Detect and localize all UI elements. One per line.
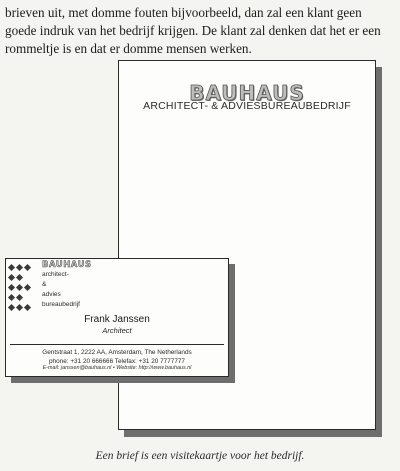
card-tagline-line: &: [42, 281, 47, 288]
card-tagline-line: architect-: [42, 271, 69, 278]
card-address: Gentstraat 1, 2222 AA, Amsterdam, The Netherlands: [42, 349, 192, 356]
card-tagline-line: bureaubedrijf: [42, 301, 80, 308]
card-logo: BAUHAUS: [42, 260, 92, 270]
card-person-role: Architect: [102, 326, 132, 335]
card-address-block: [6, 348, 228, 366]
intro-paragraph: [5, 4, 395, 58]
card-phone: phone: +31 20 666666 Telefax: +31 20 7777777: [49, 358, 185, 365]
card-divider: [10, 344, 224, 345]
diamond-logo-icon: [9, 262, 35, 312]
intro-line: rommeltje is en dat er domme mensen werken.: [5, 41, 252, 56]
intro-line: goede indruk van het bedrijf krijgen. De klant zal denken dat het er een: [5, 23, 381, 38]
card-tagline-line: advies: [42, 291, 61, 298]
figure-caption: Een brief is een visitekaartje voor het bedrijf.: [95, 450, 305, 462]
letterhead-logo: BAUHAUS: [189, 81, 305, 105]
intro-line: brieven uit, met domme fouten bijvoorbeeld, dan zal een klant geen: [5, 5, 362, 20]
letterhead-subtitle: ARCHITECT- & ADVIESBUREAUBEDRIJF: [143, 100, 351, 112]
card-tagline: [42, 270, 80, 310]
card-person: [6, 314, 228, 335]
card-contact: E-mail: janssen@bauhaus.nl • Website: http://www.bauhaus.nl: [42, 365, 192, 371]
business-card: [5, 258, 229, 377]
card-person-name: Frank Janssen: [84, 314, 150, 325]
